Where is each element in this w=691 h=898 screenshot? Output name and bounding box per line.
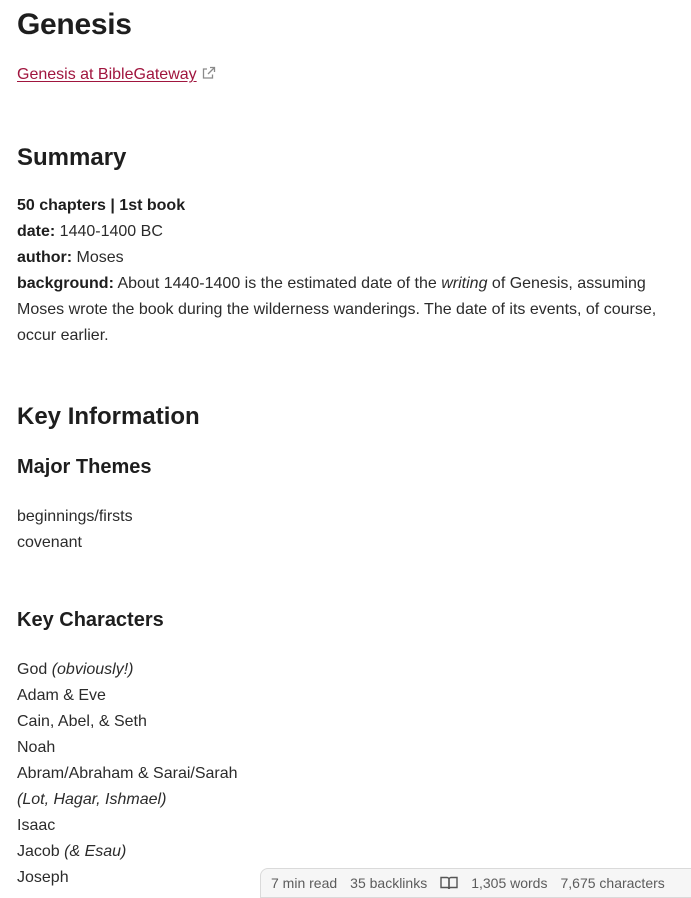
biblegateway-link[interactable] xyxy=(17,66,216,84)
background-text-cont: of Genesis, assuming Moses wrote the book during the wilderness wanderings. The date of its events, of course, occur earlier. xyxy=(17,275,657,344)
book-icon[interactable] xyxy=(440,876,458,890)
characters-list xyxy=(17,657,671,891)
summary-heading: Summary xyxy=(17,144,127,171)
character-item: God (obviously!) xyxy=(17,661,134,678)
character-note: (& Esau) xyxy=(64,843,127,860)
external-link-icon xyxy=(202,66,216,80)
date-value: 1440-1400 BC xyxy=(55,223,163,240)
summary-block xyxy=(17,193,671,349)
key-information-heading: Key Information xyxy=(17,403,200,430)
backlinks-count[interactable]: 35 backlinks xyxy=(350,875,428,891)
character-item: Adam & Eve xyxy=(17,687,106,704)
chapters-info: 50 chapters | 1st book xyxy=(17,197,186,214)
character-count: 7,675 characters xyxy=(560,875,665,891)
character-item: (Lot, Hagar, Ishmael) xyxy=(17,791,167,808)
author-label: author: xyxy=(17,249,73,266)
word-count: 1,305 words xyxy=(471,875,548,891)
background-emphasis: writing xyxy=(441,275,488,292)
date-label: date: xyxy=(17,223,56,240)
theme-item: covenant xyxy=(17,534,82,551)
background-text: About 1440-1400 is the estimated date of the xyxy=(113,275,442,292)
background-label: background: xyxy=(17,275,114,292)
character-item: Joseph xyxy=(17,869,69,886)
character-item: Isaac xyxy=(17,817,56,834)
status-bar xyxy=(260,868,691,898)
author-value: Moses xyxy=(72,249,124,266)
read-time: 7 min read xyxy=(271,875,338,891)
character-item: Noah xyxy=(17,739,56,756)
page-title: Genesis xyxy=(17,8,132,41)
major-themes-heading: Major Themes xyxy=(17,456,152,478)
character-note: (obviously!) xyxy=(51,661,134,678)
link-label: Genesis at BibleGateway xyxy=(17,66,197,83)
themes-list xyxy=(17,504,671,556)
character-item: Jacob (& Esau) xyxy=(17,843,127,860)
theme-item: beginnings/firsts xyxy=(17,508,133,525)
key-characters-heading: Key Characters xyxy=(17,609,164,631)
character-item: Abram/Abraham & Sarai/Sarah xyxy=(17,765,238,782)
character-item: Cain, Abel, & Seth xyxy=(17,713,147,730)
